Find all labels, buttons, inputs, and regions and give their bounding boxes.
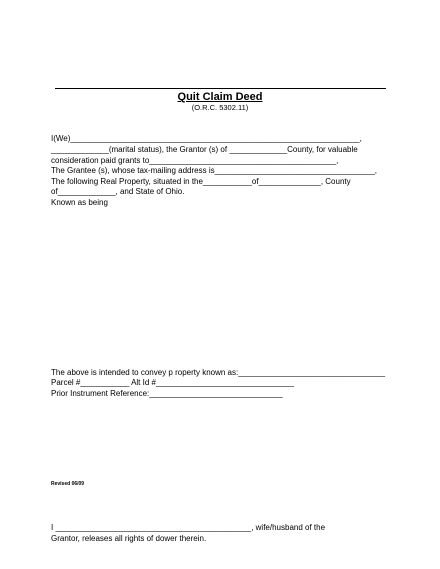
revision-note: Revised 06/09	[51, 481, 85, 487]
statute-reference: (O.R.C. 5302.11)	[191, 103, 249, 112]
grantor-names-line: I(We)_________________________________________________________________,	[51, 134, 362, 143]
prior-instrument-line: Prior Instrument Reference:______________________________	[51, 389, 283, 398]
dower-name-line: I ____________________________________________, wife/husband of the	[51, 523, 326, 532]
parcel-line: Parcel #___________ Alt Id #_______________________________	[51, 378, 294, 387]
marital-status-line: _____________(marital status), the Grantor (s) of _____________County, for valuable	[51, 145, 358, 154]
dower-release-line: Grantor, releases all rights of dower therein.	[51, 534, 207, 543]
document-title: Quit Claim Deed	[177, 91, 263, 103]
known-as-line: Known as being	[51, 198, 108, 207]
top-rule	[55, 88, 386, 89]
real-property-line: The following Real Property, situated in the___________of______________, County	[51, 177, 351, 186]
property-known-line: The above is intended to convey p roperty known as:_________________________________	[51, 368, 386, 377]
consideration-line: consideration paid grants to__________________________________________,	[51, 156, 339, 165]
grantee-address-line: The Grantee (s), whose tax-mailing address is____________________________________,	[51, 166, 378, 175]
county-state-line: of_____________, and State of Ohio.	[51, 187, 185, 196]
